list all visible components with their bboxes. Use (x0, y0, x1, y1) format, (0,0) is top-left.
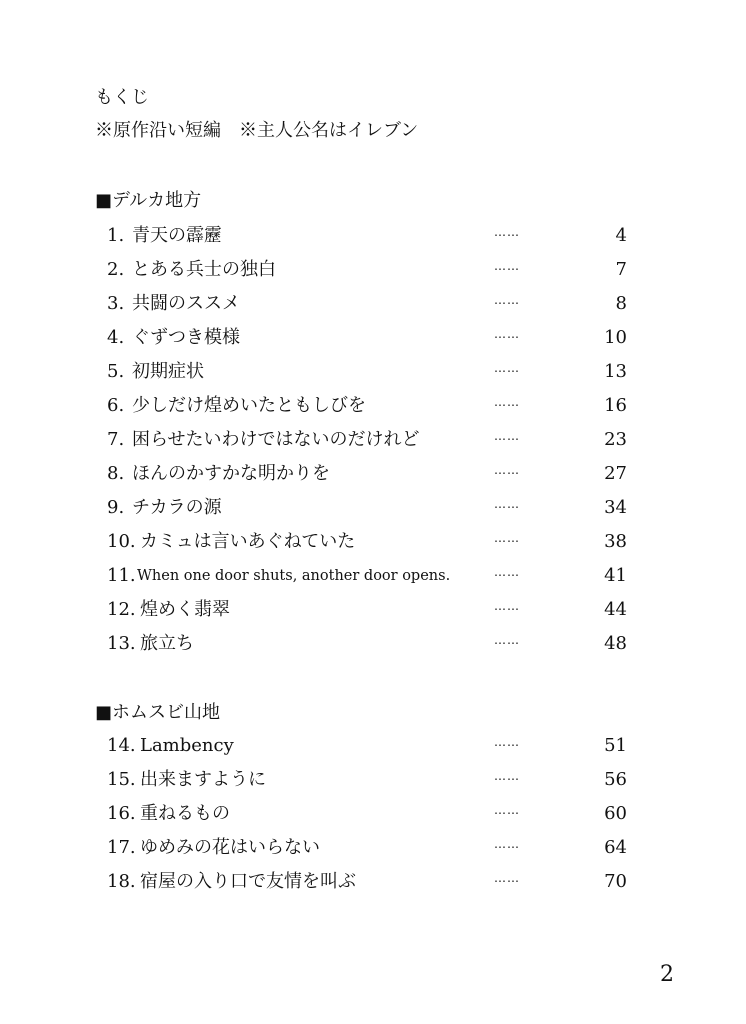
entry-title: ゆめみの花はいらない (140, 837, 320, 858)
entry-title: 出来ますように (140, 769, 266, 790)
entry-page-number: 34 (604, 497, 627, 518)
section-heading-delca: ■デルカ地方 (95, 190, 202, 211)
entry-number: 6. (107, 395, 125, 416)
entry-leader-dots: …… (494, 395, 520, 409)
entry-title: カミュは言いあぐねていた (140, 531, 356, 552)
section-heading-homusubi: ■ホムスビ山地 (95, 702, 221, 723)
entry-title: 少しだけ煌めいたともしびを (132, 395, 366, 416)
entry-number: 4. (107, 327, 125, 348)
toc-entry (0, 564, 746, 588)
entry-title: 青天の霹靂 (132, 225, 222, 246)
entry-leader-dots: …… (494, 599, 520, 613)
toc-entry (0, 870, 746, 894)
toc-entry (0, 224, 746, 248)
entry-title: 困らせたいわけではないのだけれど (132, 429, 420, 450)
entry-page-number: 7 (615, 259, 627, 280)
entry-number: 9. (107, 497, 125, 518)
entry-number: 14. (107, 735, 136, 756)
entry-title: Lambency (140, 735, 234, 756)
entry-number: 5. (107, 361, 125, 382)
entry-number: 17. (107, 837, 136, 858)
entry-leader-dots: …… (494, 565, 520, 579)
entry-number: 2. (107, 259, 125, 280)
toc-entry (0, 428, 746, 452)
entry-title: ぐずつき模様 (132, 327, 240, 348)
entry-page-number: 56 (604, 769, 627, 790)
entry-title: 宿屋の入り口で友情を叫ぶ (140, 871, 356, 892)
entry-number: 15. (107, 769, 136, 790)
entry-number: 3. (107, 293, 125, 314)
toc-entry (0, 734, 746, 758)
entry-page-number: 70 (604, 871, 627, 892)
entry-leader-dots: …… (494, 293, 520, 307)
entry-number: 8. (107, 463, 125, 484)
entry-leader-dots: …… (494, 429, 520, 443)
toc-note: ※原作沿い短編 ※主人公名はイレブン (95, 120, 419, 141)
entry-page-number: 4 (615, 225, 627, 246)
entry-page-number: 13 (604, 361, 627, 382)
toc-entry (0, 292, 746, 316)
toc-entry (0, 836, 746, 860)
entry-leader-dots: …… (494, 837, 520, 851)
entry-page-number: 48 (604, 633, 627, 654)
entry-title: とある兵士の独白 (132, 259, 276, 280)
entry-number: 1. (107, 225, 125, 246)
entry-leader-dots: …… (494, 497, 520, 511)
entry-leader-dots: …… (494, 259, 520, 273)
toc-entry (0, 326, 746, 350)
entry-title: チカラの源 (132, 497, 222, 518)
toc-entry (0, 258, 746, 282)
toc-entry (0, 632, 746, 656)
entry-title: 煌めく翡翠 (140, 599, 230, 620)
entry-page-number: 51 (604, 735, 627, 756)
entry-title: 重ねるもの (140, 803, 230, 824)
page-number: 2 (660, 962, 674, 987)
toc-entry (0, 598, 746, 622)
entry-page-number: 27 (604, 463, 627, 484)
entry-leader-dots: …… (494, 361, 520, 375)
entry-page-number: 38 (604, 531, 627, 552)
entry-leader-dots: …… (494, 871, 520, 885)
entry-number: 7. (107, 429, 125, 450)
entry-leader-dots: …… (494, 633, 520, 647)
toc-entry (0, 394, 746, 418)
entry-leader-dots: …… (494, 769, 520, 783)
entry-title: 旅立ち (140, 633, 194, 654)
entry-number: 10. (107, 531, 136, 552)
toc-entry (0, 462, 746, 486)
entry-leader-dots: …… (494, 803, 520, 817)
entry-page-number: 44 (604, 599, 627, 620)
toc-title: もくじ (95, 87, 149, 108)
entry-number: 18. (107, 871, 136, 892)
toc-entry (0, 768, 746, 792)
entry-title: When one door shuts, another door opens. (137, 568, 451, 584)
entry-number: 16. (107, 803, 136, 824)
entry-page-number: 23 (604, 429, 627, 450)
toc-entry (0, 496, 746, 520)
entry-leader-dots: …… (494, 463, 520, 477)
toc-entry (0, 802, 746, 826)
entry-leader-dots: …… (494, 327, 520, 341)
toc-entry (0, 360, 746, 384)
entry-number: 13. (107, 633, 136, 654)
entry-leader-dots: …… (494, 531, 520, 545)
entry-number: 11. (107, 565, 136, 586)
entry-page-number: 41 (604, 565, 627, 586)
entry-title: 共闘のススメ (132, 293, 240, 314)
entry-leader-dots: …… (494, 735, 520, 749)
entry-title: ほんのかすかな明かりを (132, 463, 330, 484)
entry-page-number: 60 (604, 803, 627, 824)
entry-page-number: 8 (615, 293, 627, 314)
entry-page-number: 16 (604, 395, 627, 416)
toc-entry (0, 530, 746, 554)
entry-leader-dots: …… (494, 225, 520, 239)
entry-page-number: 10 (604, 327, 627, 348)
entry-title: 初期症状 (132, 361, 204, 382)
entry-number: 12. (107, 599, 136, 620)
entry-page-number: 64 (604, 837, 627, 858)
